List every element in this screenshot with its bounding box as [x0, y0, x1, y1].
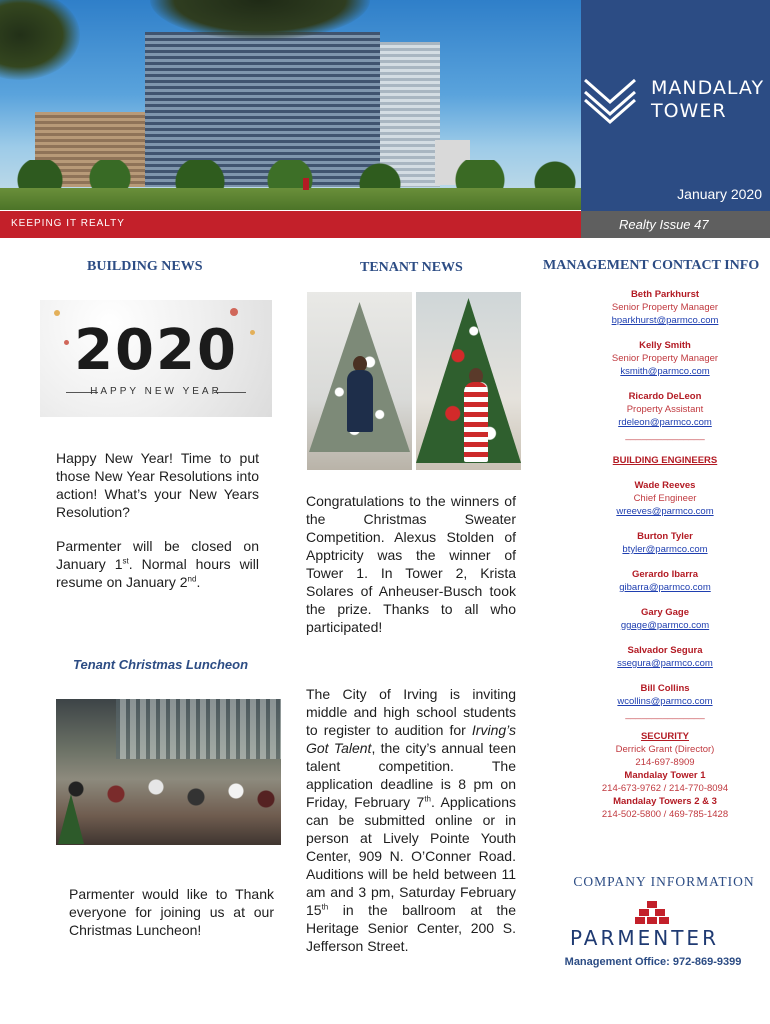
sparkle — [230, 308, 238, 316]
tower23-phones: 214-502-5800 / 469-785-1428 — [601, 809, 729, 820]
contact-name: Gerardo Ibarra — [632, 569, 698, 580]
parmenter-wordmark: PARMENTER — [570, 926, 719, 950]
masthead-title-line2: TOWER — [651, 100, 727, 122]
spacer — [560, 327, 770, 339]
atrium-windows — [116, 699, 281, 759]
header-photo-mandalay-tower — [0, 0, 581, 210]
luncheon-heading: Tenant Christmas Luncheon — [73, 657, 249, 672]
closure-text-a: Parmenter will be closed on January 1 — [56, 538, 259, 572]
contact-email-link[interactable]: btyler@parmco.com — [622, 544, 708, 555]
new-year-paragraph: Happy New Year! Time to put those New Year Resolutions into action! What’s your New Years Resolution? — [56, 450, 259, 520]
masthead-title — [651, 77, 764, 123]
luncheon-paragraph: Parmenter would like to Thank everyone for joining us at our Christmas Luncheon! — [69, 886, 274, 938]
tower1-label: Mandalay Tower 1 — [624, 770, 706, 781]
contact-name: Burton Tyler — [637, 531, 693, 542]
spacer — [560, 721, 770, 730]
mandalay-logo-icon — [583, 74, 638, 124]
person — [347, 370, 373, 432]
card-caption: HAPPY NEW YEAR — [90, 386, 222, 397]
spacer — [560, 556, 770, 568]
contact-name: Kelly Smith — [639, 340, 691, 351]
spacer — [560, 467, 770, 479]
contact-email-link[interactable]: rdeleon@parmco.com — [618, 417, 712, 428]
company-info-heading: COMPANY INFORMATION — [573, 874, 755, 889]
security-heading: SECURITY — [640, 731, 690, 742]
spacer — [560, 632, 770, 644]
tree-canopy-left — [0, 0, 80, 80]
luncheon-photo — [56, 699, 281, 845]
spacer — [560, 442, 770, 454]
closure-paragraph — [56, 537, 259, 591]
talent-sup-1: th — [424, 794, 431, 804]
contact-email-link[interactable]: gibarra@parmco.com — [619, 582, 711, 593]
sweater-winner-photo-1 — [307, 292, 412, 470]
issue-band — [581, 211, 770, 238]
person — [464, 382, 488, 462]
section-rule: _______________ — [625, 430, 705, 441]
security-contact: Derrick Grant (Director) — [615, 744, 715, 755]
contact-list — [560, 288, 770, 821]
talent-text-c: . Applications can be submitted online or in person at Lively Pointe Youth Center, 909 N. O’Conner Road. Auditions will be held between 11 am and 3 pm, Saturday February 15 — [306, 794, 516, 918]
contact-name: Salvador Segura — [627, 645, 703, 656]
closure-text-b: . Normal hours will resume on January 2 — [56, 556, 260, 590]
issue-number: Realty Issue 47 — [619, 217, 709, 232]
closure-sup-2: nd — [187, 574, 197, 584]
talent-text-d: in the ballroom at the Heritage Senior Center, 200 S. Jefferson Street. — [306, 902, 516, 954]
security-phone: 214-697-8909 — [635, 757, 695, 768]
talent-show-name: Irving’s Got Talent — [306, 722, 516, 756]
contact-email-link[interactable]: ksmith@parmco.com — [620, 366, 710, 377]
sparkle — [54, 310, 60, 316]
masthead-title-line1: MANDALAY — [651, 77, 765, 99]
management-heading: MANAGEMENT CONTACT INFO — [543, 258, 760, 273]
management-office-phone: Management Office: 972-869-9399 — [564, 956, 742, 968]
tagline-band — [0, 211, 581, 238]
card-year: 2020 — [74, 318, 238, 383]
section-rule: _______________ — [625, 709, 705, 720]
happy-new-year-image — [40, 300, 272, 417]
contact-email-link[interactable]: ggage@parmco.com — [620, 620, 710, 631]
tower1-phones: 214-673-9762 / 214-770-8094 — [601, 783, 729, 794]
spacer — [560, 594, 770, 606]
issue-date: January 2020 — [677, 186, 762, 202]
sweater-contest-paragraph: Congratulations to the winners of the Christmas Sweater Competition. Alexus Stolden of Apptricity was the winner of Tower 1. In Tower 2, Krista Solares of Anheuser-Busch took the prize. Thanks to all who participated! — [306, 493, 516, 635]
spacer — [560, 518, 770, 530]
building-news-heading: BUILDING NEWS — [87, 259, 203, 274]
contact-name: Ricardo DeLeon — [628, 391, 702, 402]
flag — [303, 178, 309, 190]
spacer — [560, 378, 770, 390]
engineers-heading: BUILDING ENGINEERS — [612, 455, 718, 466]
talent-show-paragraph — [306, 685, 516, 955]
contact-role: Senior Property Manager — [611, 353, 719, 364]
contact-role: Property Assistant — [626, 404, 704, 415]
tower23-label: Mandalay Towers 2 & 3 — [613, 796, 717, 807]
contact-name: Beth Parkhurst — [630, 289, 700, 300]
contact-email-link[interactable]: bparkhurst@parmco.com — [611, 315, 719, 326]
spacer — [560, 670, 770, 682]
contact-name: Bill Collins — [640, 683, 690, 694]
contact-email-link[interactable]: wcollins@parmco.com — [617, 696, 713, 707]
closure-sup-1: st — [122, 556, 129, 566]
closure-text-c: . — [196, 574, 201, 590]
contact-role: Chief Engineer — [633, 493, 697, 504]
talent-text-a: The City of Irving is inviting middle and high school students to register to audition for — [306, 686, 516, 738]
contact-role: Senior Property Manager — [611, 302, 719, 313]
contact-email-link[interactable]: ssegura@parmco.com — [617, 658, 713, 669]
guests — [56, 769, 281, 829]
tagline: KEEPING IT REALTY — [11, 218, 125, 229]
talent-text-b: , the city’s annual teen talent competition. The application deadline is 8 pm on Friday, February 7 — [306, 740, 516, 810]
tenant-news-heading: TENANT NEWS — [360, 260, 463, 275]
talent-sup-2: th — [321, 902, 329, 912]
lawn — [0, 188, 581, 210]
parmenter-logo-icon — [635, 901, 669, 925]
contact-name: Gary Gage — [640, 607, 690, 618]
contact-name: Wade Reeves — [634, 480, 696, 491]
contact-email-link[interactable]: wreeves@parmco.com — [616, 506, 714, 517]
sweater-winner-photo-2 — [416, 292, 521, 470]
